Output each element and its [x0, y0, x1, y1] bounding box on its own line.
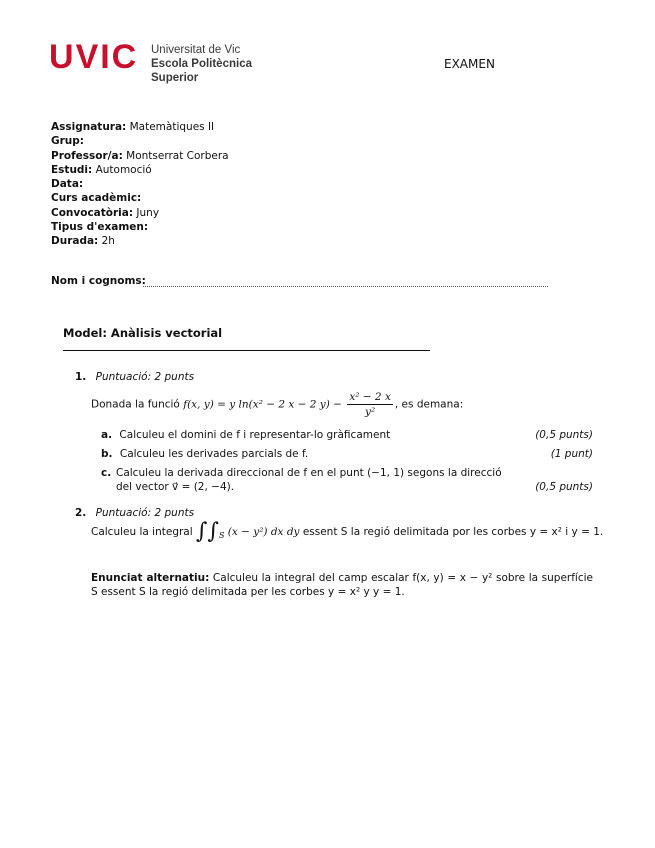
- q1-number: 1.: [75, 371, 87, 383]
- q2-integrand: (x − y²) dx dy: [227, 526, 300, 538]
- model-title: Model: Anàlisis vectorial: [63, 326, 223, 340]
- info-label: Grup:: [51, 135, 84, 148]
- q1-function: f(x, y) = y ln(x² − 2 x − 2 y) −: [183, 398, 342, 411]
- item-points: (0,5 punts): [535, 429, 593, 441]
- q1-item-b: [101, 447, 593, 461]
- info-label: Tipus d'examen:: [51, 221, 149, 234]
- info-value: Automoció: [95, 163, 152, 176]
- q2-text-b: essent S la regió delimitada por les corbes y = x² i y = 1.: [302, 526, 604, 538]
- q1-frac-num: x² − 2 x: [349, 391, 391, 403]
- q1-score: Puntuació: 2 punts: [95, 371, 195, 383]
- item-text: Calculeu les derivades parcials de f.: [119, 448, 309, 460]
- info-value: 2h: [101, 235, 115, 248]
- model-rule: [63, 350, 430, 351]
- name-dotted-line[interactable]: [143, 286, 548, 287]
- logo-subtitle: [151, 43, 252, 85]
- item-letter: a.: [101, 429, 113, 441]
- logo-line-1: Universitat de Vic: [151, 44, 241, 56]
- alt-label: Enunciat alternatiu:: [91, 572, 210, 584]
- info-value: Montserrat Corbera: [126, 149, 229, 162]
- info-label: Assignatura:: [51, 121, 127, 133]
- q1-intro-text: Donada la funció: [91, 398, 180, 411]
- logo-line-3: Superior: [151, 72, 199, 84]
- q1-item-c: [101, 466, 593, 494]
- alt-text: Calculeu la integral del camp escalar f(x, y) = x − y² sobre la superfície S essent S la regió delimitada per les corbes y = x² y y = 1.: [91, 572, 593, 598]
- info-row-session: [51, 206, 229, 220]
- logo-line-2: Escola Politècnica: [151, 58, 252, 70]
- q2-score: Puntuació: 2 punts: [95, 507, 195, 519]
- q1-frac-den: y²: [365, 406, 376, 418]
- item-text: Calculeu el domini de f i representar-lo gràficament: [119, 429, 391, 441]
- info-row-subject: [51, 120, 229, 134]
- info-row-course: [51, 191, 229, 205]
- q1-item-a: [101, 428, 593, 442]
- item-letter: c.: [101, 467, 112, 479]
- q1-intro-tail: , es demana:: [394, 398, 464, 411]
- info-row-study: [51, 163, 229, 177]
- info-label: Data:: [51, 178, 84, 191]
- info-row-duration: [51, 234, 229, 248]
- name-field[interactable]: [51, 275, 551, 287]
- item-c-wrap: [101, 466, 593, 494]
- item-points: (1 punt): [550, 448, 593, 460]
- info-label: Professor/a:: [51, 149, 123, 162]
- q2-body: [91, 519, 604, 544]
- exam-info: [51, 120, 229, 249]
- q1-fraction: [347, 390, 393, 419]
- q1-header: [75, 370, 194, 384]
- q2-region: S: [218, 531, 225, 541]
- info-row-date: [51, 177, 229, 191]
- info-value: Matemàtiques II: [129, 121, 215, 133]
- q2-number: 2.: [75, 507, 87, 519]
- info-row-professor: [51, 149, 229, 163]
- exam-title: EXAMEN: [444, 57, 495, 71]
- info-value: Juny: [136, 206, 160, 219]
- logo-vic: VIC: [75, 38, 139, 76]
- item-text: Calculeu la derivada direccional de f en el punt (−1, 1) segons la direcció del vector v⃗ = (2, −4).: [116, 467, 502, 493]
- info-row-type: [51, 220, 229, 234]
- q2-alternative: [91, 571, 593, 599]
- item-letter: b.: [101, 448, 113, 460]
- info-label: Durada:: [51, 235, 99, 248]
- info-label: Convocatòria:: [51, 206, 134, 219]
- q1-intro: [91, 390, 463, 419]
- info-label: Curs acadèmic:: [51, 192, 142, 205]
- item-points: (0,5 punts): [535, 481, 593, 493]
- name-label: Nom i cognoms:: [51, 275, 146, 287]
- info-row-group: [51, 134, 229, 148]
- q2-text-a: Calculeu la integral: [91, 526, 193, 538]
- q2-header: [75, 506, 194, 520]
- double-integral-symbol: ∫∫: [196, 519, 219, 544]
- logo-u: U: [49, 38, 76, 76]
- info-label: Estudi:: [51, 163, 93, 176]
- uvic-logo: [49, 40, 138, 74]
